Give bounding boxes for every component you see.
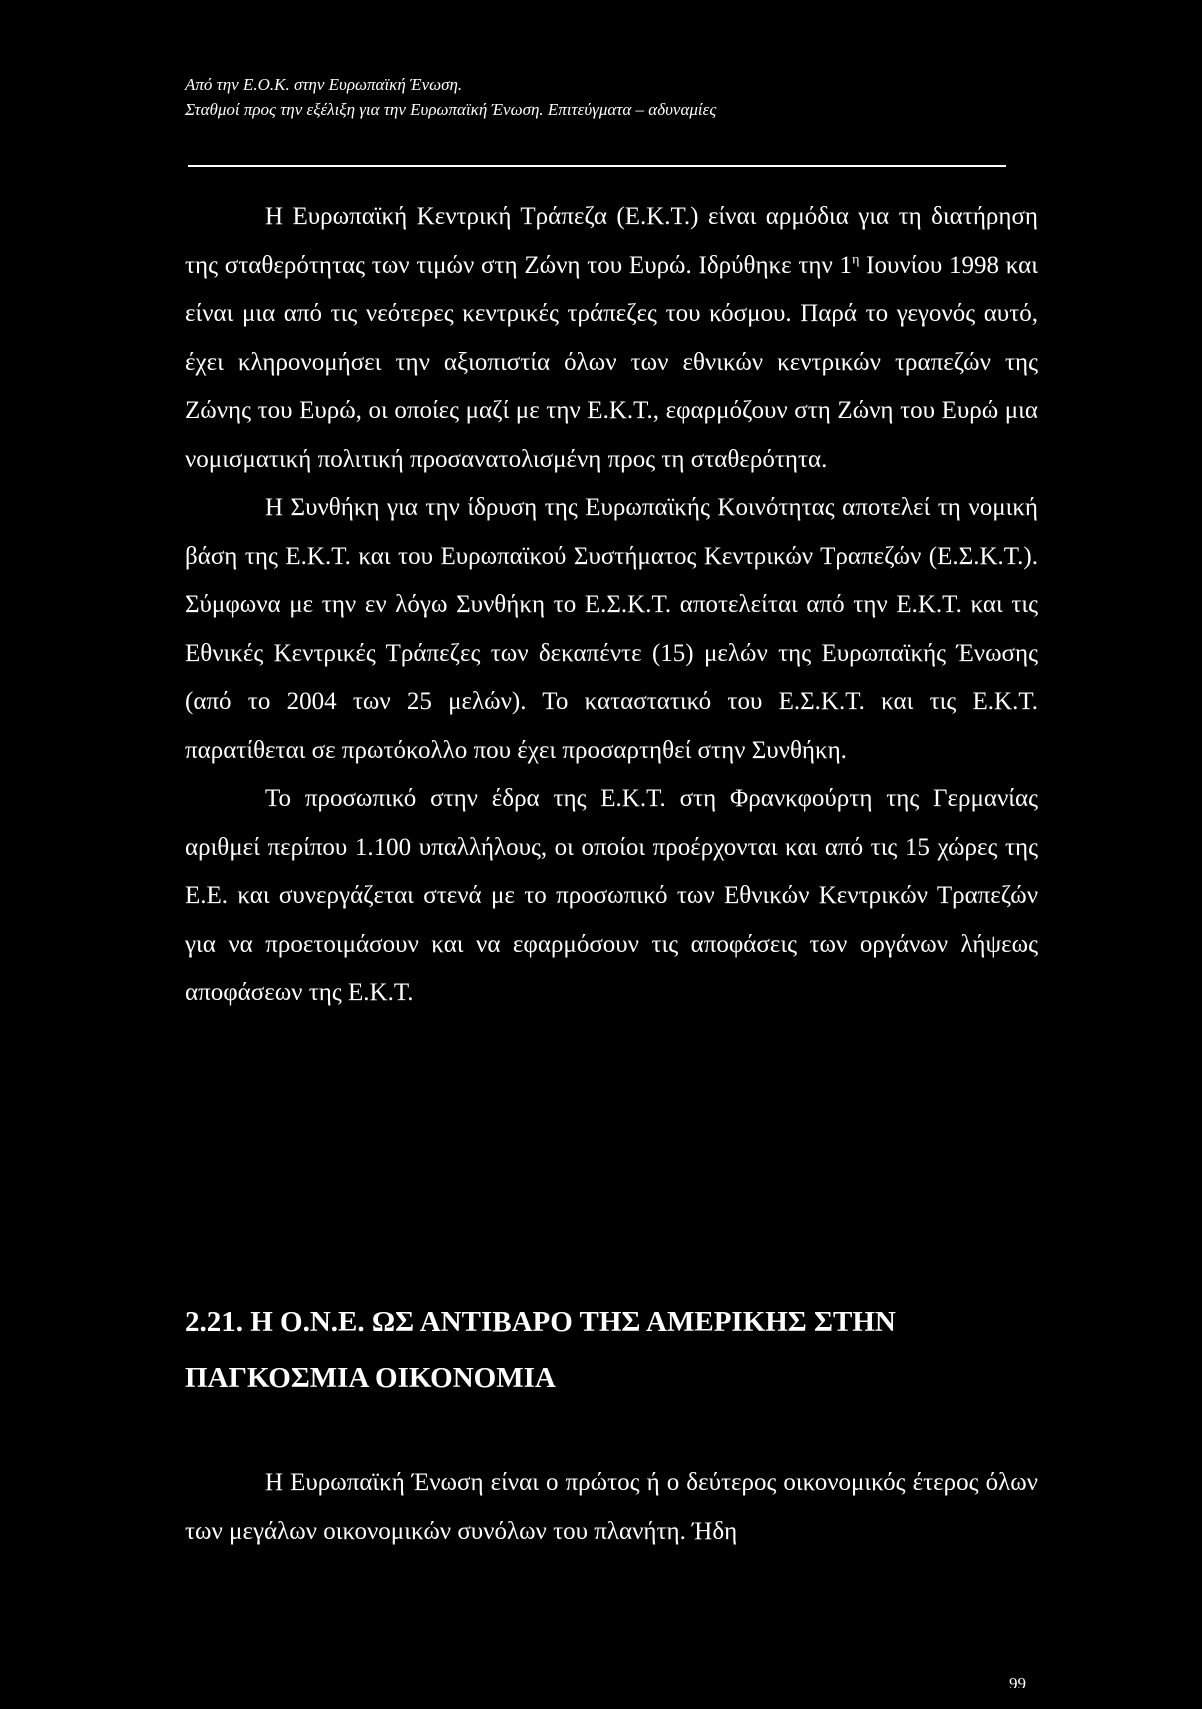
ordinal-superscript: η (852, 252, 860, 268)
page-number: 99 (1009, 1674, 1026, 1688)
running-header-line-1: Από την Ε.Ο.Κ. στην Ευρωπαϊκή Ένωση. (185, 75, 463, 94)
header-divider (188, 165, 1006, 167)
paragraph-ecb-intro-part-2: Ιουνίου 1998 και είναι μια από τις νεότερες κεντρικές τράπεζες του κόσμου. Παρά το γεγονός αυτό, έχει κληρονομήσει την αξιοπιστία όλων των εθνικών κεντρικών τραπεζών της Ζώνης του Ευρώ, οι οποίες μαζί με την Ε.Κ.Τ., εφαρμόζουν στη Ζώνη του Ευρώ μια νομισματική πολιτική προσανατολισμένη προς τη σταθερότητα. (185, 251, 1038, 473)
section-heading: 2.21. Η Ο.Ν.Ε. ΩΣ ΑΝΤΙΒΑΡΟ ΤΗΣ ΑΜΕΡΙΚΗΣ ΣΤΗΝ ΠΑΓΚΟΣΜΙΑ ΟΙΚΟΝΟΜΙΑ (185, 1306, 896, 1394)
paragraph-staff: Το προσωπικό στην έδρα της Ε.Κ.Τ. στη Φρανκφούρτη της Γερμανίας αριθμεί περίπου 1.100 υπαλλήλους, οι οποίοι προέρχονται και από τις 15 χώρες της Ε.Ε. και συνεργάζεται στενά με το προσωπικό των Εθνικών Κεντρικών Τραπεζών για να προετοιμάσουν και να εφαρμόσουν τις αποφάσεις των οργάνων λήψεως αποφάσεων της Ε.Κ.Τ. (185, 785, 1038, 1006)
paragraph-treaty: Η Συνθήκη για την ίδρυση της Ευρωπαϊκής Κοινότητας αποτελεί τη νομική βάση της Ε.Κ.Τ. και του Ευρωπαϊκού Συστήματος Κεντρικών Τραπεζών (Ε.Σ.Κ.Τ.). Σύμφωνα με την εν λόγω Συνθήκη το Ε.Σ.Κ.Τ. αποτελείται από την Ε.Κ.Τ. και τις Εθνικές Κεντρικές Τράπεζες των δεκαπέντε (15) μελών της Ευρωπαϊκής Ένωσης (από το 2004 των 25 μελών). Το καταστατικό του Ε.Σ.Κ.Τ. και τις Ε.Κ.Τ. παρατίθεται σε πρωτόκολλο που έχει προσαρτηθεί στην Συνθήκη. (185, 494, 1038, 764)
running-header (185, 72, 1085, 122)
running-header-line-2: Σταθμοί προς την εξέλιξη για την Ευρωπαϊκή Ένωση. Επιτεύγματα – αδυναμίες (185, 100, 717, 119)
paragraph-ecb-intro-part-1: Η Ευρωπαϊκή Κεντρική Τράπεζα (Ε.Κ.Τ.) είναι αρμόδια για τη διατήρηση της σταθερότητας των τιμών στη Ζώνη του Ευρώ. Ιδρύθηκε την 1 (185, 203, 1038, 279)
body-text (185, 193, 1038, 1018)
paragraph-ecb-intro (185, 193, 1038, 484)
section-paragraph: Η Ευρωπαϊκή Ένωση είναι ο πρώτος ή ο δεύτερος οικονομικός έτερος όλων των μεγάλων οικονομικών συνόλων του πλανήτη. Ήδη (185, 1469, 1038, 1545)
